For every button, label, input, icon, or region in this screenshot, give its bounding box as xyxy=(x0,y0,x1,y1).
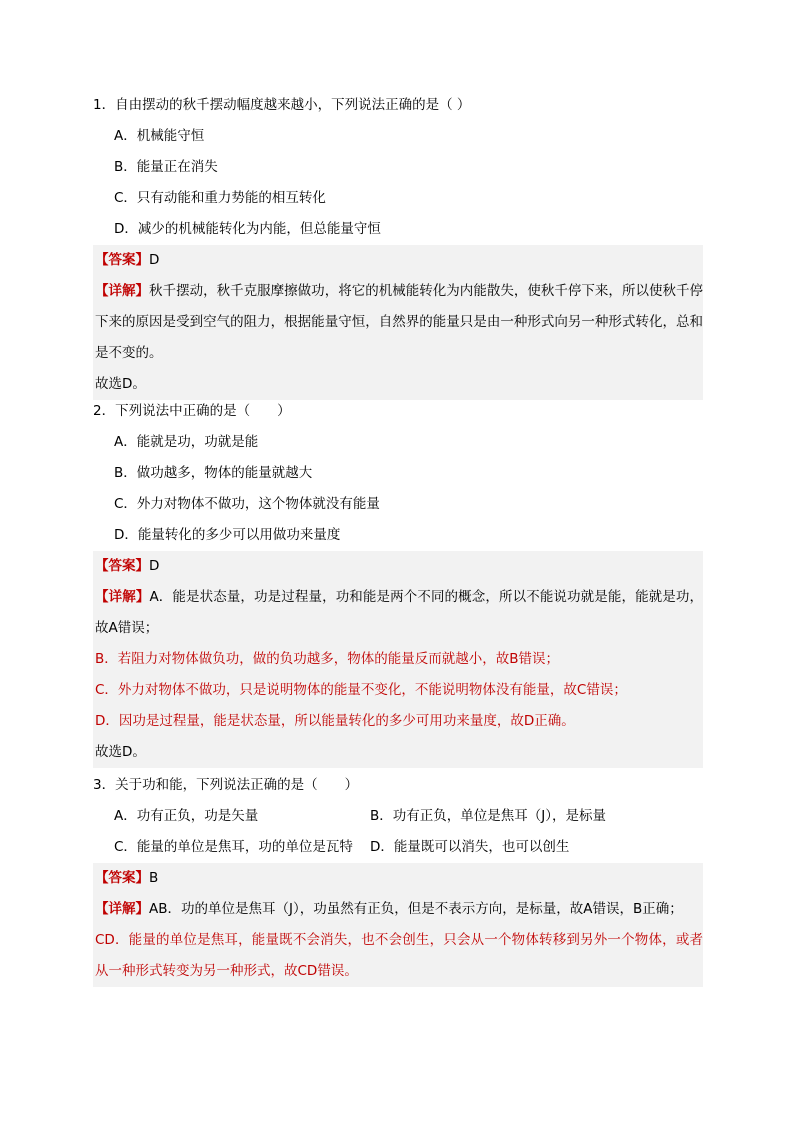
question-stem: 2．下列说法中正确的是（ ） xyxy=(93,403,291,419)
detail-text: A．能是状态量，功是过程量，功和能是两个不同的概念，所以不能说功就是能，能就是功，故A错误； xyxy=(95,589,704,636)
answer-value: B xyxy=(149,870,159,886)
option-a: A．机械能守恒 xyxy=(114,128,205,144)
conclusion: 故选D。 xyxy=(95,376,146,392)
detail-tag: 【详解】 xyxy=(95,589,150,605)
answer-block xyxy=(93,863,703,987)
detail-c: C．外力对物体不做功，只是说明物体的能量不变化，不能说明物体没有能量，故C错误； xyxy=(95,682,627,698)
option-d: D．减少的机械能转化为内能，但总能量守恒 xyxy=(114,221,381,237)
answer-value: D xyxy=(149,558,160,574)
answer-line xyxy=(95,551,703,582)
detail-text: 秋千摆动，秋千克服摩擦做功，将它的机械能转化为内能散失，使秋千停下来，所以使秋千停下来的原因是受到空气的阻力，根据能量守恒，自然界的能量只是由一种形式向另一种形式转化，总和是不变的。 xyxy=(95,283,704,361)
option-d: D．能量既可以消失，也可以创生 xyxy=(370,839,570,855)
option-b: B．能量正在消失 xyxy=(114,159,218,175)
answer-line xyxy=(95,245,703,276)
question-3 xyxy=(93,770,703,987)
option-c: C．能量的单位是焦耳，功的单位是瓦特 xyxy=(114,839,353,855)
answer-tag: 【答案】 xyxy=(95,870,149,886)
answer-value: D xyxy=(149,252,160,268)
detail-b: B．若阻力对物体做负功，做的负功越多，物体的能量反而就越小，故B错误； xyxy=(95,651,560,667)
detail-d: D．因功是过程量，能是状态量，所以能量转化的多少可用功来量度，故D正确。 xyxy=(95,713,575,729)
option-b: B．做功越多，物体的能量就越大 xyxy=(114,465,313,481)
answer-block xyxy=(93,245,703,400)
detail-paragraph xyxy=(95,276,703,369)
question-stem: 3．关于功和能，下列说法正确的是（ ） xyxy=(93,777,359,793)
detail-cd: CD．能量的单位是焦耳，能量既不会消失，也不会创生，只会从一个物体转移到另外一个物体，或者从一种形式转变为另一种形式，故CD错误。 xyxy=(95,932,703,979)
option-c: C．只有动能和重力势能的相互转化 xyxy=(114,190,326,206)
answer-line xyxy=(95,863,703,894)
option-row-2 xyxy=(93,832,703,863)
conclusion: 故选D。 xyxy=(95,744,146,760)
answer-tag: 【答案】 xyxy=(95,558,149,574)
question-1 xyxy=(93,90,703,400)
question-2 xyxy=(93,396,703,768)
detail-tag: 【详解】 xyxy=(95,283,150,299)
option-row-1 xyxy=(93,801,703,832)
answer-block xyxy=(93,551,703,768)
option-d: D．能量转化的多少可以用做功来量度 xyxy=(114,527,341,543)
detail-paragraph xyxy=(95,582,703,644)
detail-paragraph xyxy=(95,894,703,925)
detail-tag: 【详解】 xyxy=(95,901,149,917)
option-b: B．功有正负，单位是焦耳（J），是标量 xyxy=(370,808,606,824)
option-a: A．能就是功，功就是能 xyxy=(114,434,259,450)
option-a: A．功有正负，功是矢量 xyxy=(114,808,259,824)
detail-text: AB．功的单位是焦耳（J），功虽然有正负，但是不表示方向，是标量，故A错误，B正确； xyxy=(149,901,683,917)
option-c: C．外力对物体不做功，这个物体就没有能量 xyxy=(114,496,380,512)
answer-tag: 【答案】 xyxy=(95,252,149,268)
question-stem: 1．自由摆动的秋千摆动幅度越来越小，下列说法正确的是（ ） xyxy=(93,97,471,113)
